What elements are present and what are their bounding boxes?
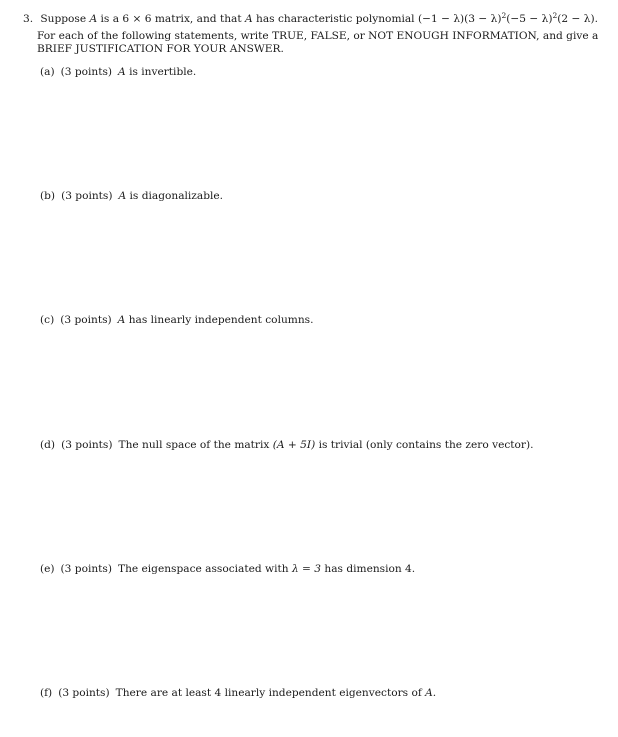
- part-text: has linearly independent columns.: [128, 314, 314, 326]
- part-letter: (d): [40, 439, 56, 451]
- problem-statement: [23, 13, 608, 26]
- math-var-a: A: [89, 13, 98, 25]
- part-points: (3 points): [58, 687, 110, 699]
- part-text: is invertible.: [129, 66, 197, 78]
- characteristic-polynomial: $(-1 - \lambda)(3 - \lambda)^2(-5 - \lambda)^2(2 - \lambda)$.: [417, 11, 598, 25]
- part-text: There are at least 4 linearly independent eigenvectors of: [115, 687, 422, 699]
- part-math: A: [118, 190, 127, 202]
- part-points: (3 points): [60, 314, 112, 326]
- part-math: A: [118, 66, 126, 78]
- part-math: A: [117, 314, 126, 326]
- part-e: [40, 563, 415, 576]
- part-a: [40, 66, 196, 79]
- part-math: (A + 5I): [272, 439, 316, 451]
- part-b: [40, 190, 223, 203]
- statement-text: matrix, and that: [154, 13, 242, 25]
- part-points: (3 points): [61, 439, 113, 451]
- part-letter: (f): [40, 687, 53, 699]
- part-letter: (b): [40, 190, 56, 202]
- part-points: (3 points): [61, 190, 113, 202]
- part-letter: (c): [40, 314, 55, 326]
- part-letter: (e): [40, 563, 55, 575]
- part-text: is diagonalizable.: [129, 190, 224, 202]
- part-math: λ = 3: [291, 563, 322, 575]
- statement-text: has characteristic polynomial: [256, 13, 415, 25]
- matrix-dimensions: 6 × 6: [122, 13, 152, 25]
- part-points: (3 points): [60, 563, 112, 575]
- part-text: The null space of the matrix: [118, 439, 270, 451]
- math-var-a: A: [244, 13, 253, 25]
- part-c: [40, 314, 313, 327]
- part-math: A.: [425, 687, 437, 699]
- part-text: is trivial (only contains the zero vector).: [318, 439, 534, 451]
- part-letter: (a): [40, 66, 55, 78]
- part-d: [40, 439, 533, 452]
- problem-header: [23, 13, 608, 26]
- statement-text: Suppose: [40, 13, 87, 25]
- part-points: (3 points): [60, 66, 113, 78]
- part-f: [40, 687, 436, 700]
- statement-text: is a: [100, 13, 120, 25]
- problem-number: 3.: [23, 13, 34, 25]
- part-text: has dimension 4.: [324, 563, 416, 575]
- part-text: The eigenspace associated with: [118, 563, 289, 575]
- instructions: For each of the following statements, write TRUE, FALSE, or NOT ENOUGH INFORMATION, and give a BRIEF JUSTIFICATION FOR YOUR ANSWER.: [37, 30, 599, 55]
